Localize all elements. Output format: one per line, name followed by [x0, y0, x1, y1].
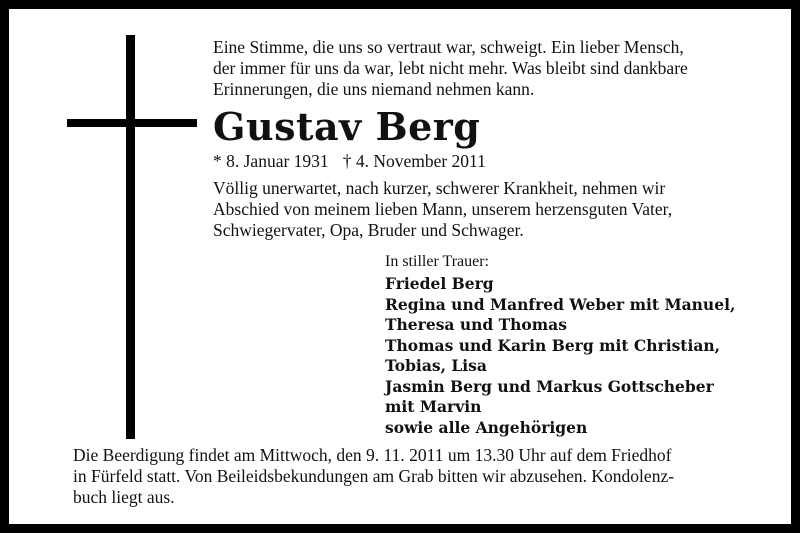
mourner-line: Theresa und Thomas: [385, 315, 567, 334]
intro-line-3: Erinnerungen, die uns niemand nehmen kann.: [213, 79, 535, 99]
death-date: † 4. November 2011: [342, 151, 486, 171]
announcement-line-1: Völlig unerwartet, nach kurzer, schwerer Krankheit, nehmen wir: [213, 178, 666, 198]
mourners-block: [385, 252, 785, 438]
cross-horizontal-bar: [67, 119, 197, 127]
funeral-info-line-2: in Fürfeld statt. Von Beileidsbekundungen am Grab bitten wir abzusehen. Kondolenz-: [73, 466, 675, 486]
mourner-line: mit Marvin: [385, 397, 482, 416]
mourner-line: Tobias, Lisa: [385, 356, 487, 375]
main-text-column: [213, 37, 773, 241]
announcement-line-3: Schwiegervater, Opa, Bruder und Schwager.: [213, 220, 524, 240]
intro-line-1: Eine Stimme, die uns so vertraut war, schweigt. Ein lieber Mensch,: [213, 37, 684, 57]
cross-icon: [67, 35, 197, 439]
intro-line-2: der immer für uns da war, lebt nicht mehr. Was bleibt sind dankbare: [213, 58, 688, 78]
mourner-line: Friedel Berg: [385, 274, 494, 293]
mourner-line: Regina und Manfred Weber mit Manuel,: [385, 294, 736, 314]
announcement-line-2: Abschied von meinem lieben Mann, unserem herzensguten Vater,: [213, 199, 673, 219]
deceased-name: Gustav Berg: [213, 104, 481, 149]
announcement-text: [213, 178, 773, 241]
life-dates: [213, 150, 773, 172]
mourner-line: sowie alle Angehörigen: [385, 417, 588, 437]
mourner-line: Jasmin Berg und Markus Gottscheber: [385, 376, 714, 396]
intro-verse: [213, 37, 773, 100]
funeral-info-line-3: buch liegt aus.: [73, 487, 175, 507]
birth-date: * 8. Januar 1931: [213, 151, 329, 171]
funeral-info: [73, 445, 779, 508]
cross-vertical-bar: [126, 35, 135, 439]
funeral-info-line-1: Die Beerdigung findet am Mittwoch, den 9. 11. 2011 um 13.30 Uhr auf dem Friedhof: [73, 445, 672, 465]
mourner-line: Thomas und Karin Berg mit Christian,: [385, 335, 721, 355]
mourners-label: In stiller Trauer:: [385, 253, 489, 270]
